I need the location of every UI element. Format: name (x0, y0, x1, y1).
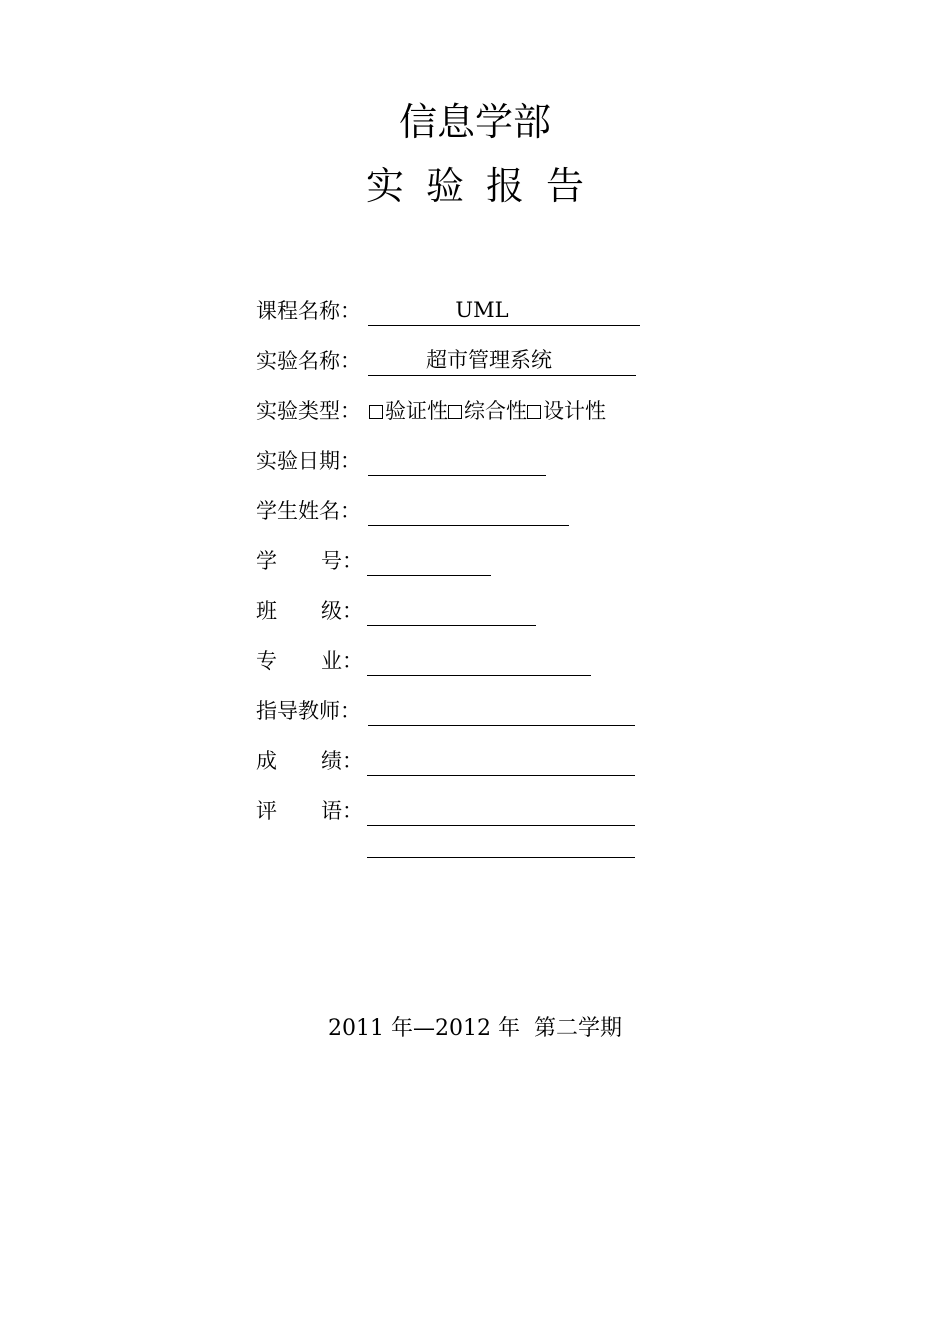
student-id-label: 学 号： (256, 549, 363, 573)
experiment-date-field[interactable] (368, 447, 546, 476)
experiment-date-label: 实验日期： (256, 449, 361, 473)
advisor-label: 指导教师： (256, 699, 361, 723)
experiment-name-label: 实验名称： (256, 349, 361, 373)
experiment-name-row (256, 346, 656, 376)
major-label: 专 业： (256, 649, 363, 673)
type-verify-checkbox[interactable] (369, 405, 383, 419)
experiment-type-label: 实验类型： (256, 399, 361, 423)
type-design-checkbox[interactable] (527, 405, 541, 419)
experiment-name-field[interactable] (368, 347, 636, 376)
advisor-field[interactable] (368, 697, 635, 726)
grade-row (256, 746, 656, 776)
course-value: UML (455, 298, 509, 322)
class-field[interactable] (367, 597, 536, 626)
course-row (256, 296, 656, 326)
course-label: 课程名称： (256, 299, 361, 323)
comment-label: 评 语： (256, 799, 363, 823)
experiment-type-options (369, 398, 606, 424)
student-id-row (256, 546, 656, 576)
student-name-row (256, 496, 656, 526)
experiment-name-value: 超市管理系统 (426, 348, 552, 372)
type-design-label: 设计性 (543, 399, 606, 423)
type-verify-label: 验证性 (385, 399, 448, 423)
course-field[interactable] (368, 297, 640, 326)
academic-term: 2011 年—2012 年 第二学期 (328, 1016, 622, 1041)
major-row (256, 646, 656, 676)
student-name-field[interactable] (368, 497, 569, 526)
class-row (256, 596, 656, 626)
major-field[interactable] (367, 647, 591, 676)
comment-field-line-2[interactable] (367, 857, 635, 858)
student-id-field[interactable] (367, 547, 491, 576)
class-label: 班 级： (256, 599, 363, 623)
comment-field[interactable] (367, 797, 635, 826)
experiment-type-row (256, 396, 676, 426)
grade-field[interactable] (367, 747, 635, 776)
report-title: 实验报告 (365, 164, 606, 208)
grade-label: 成 绩： (256, 749, 363, 773)
experiment-date-row (256, 446, 656, 476)
type-comprehensive-checkbox[interactable] (448, 405, 462, 419)
comment-row (256, 796, 656, 826)
advisor-row (256, 696, 656, 726)
department-title: 信息学部 (398, 100, 551, 144)
type-comprehensive-label: 综合性 (464, 399, 527, 423)
student-name-label: 学生姓名： (256, 499, 361, 523)
